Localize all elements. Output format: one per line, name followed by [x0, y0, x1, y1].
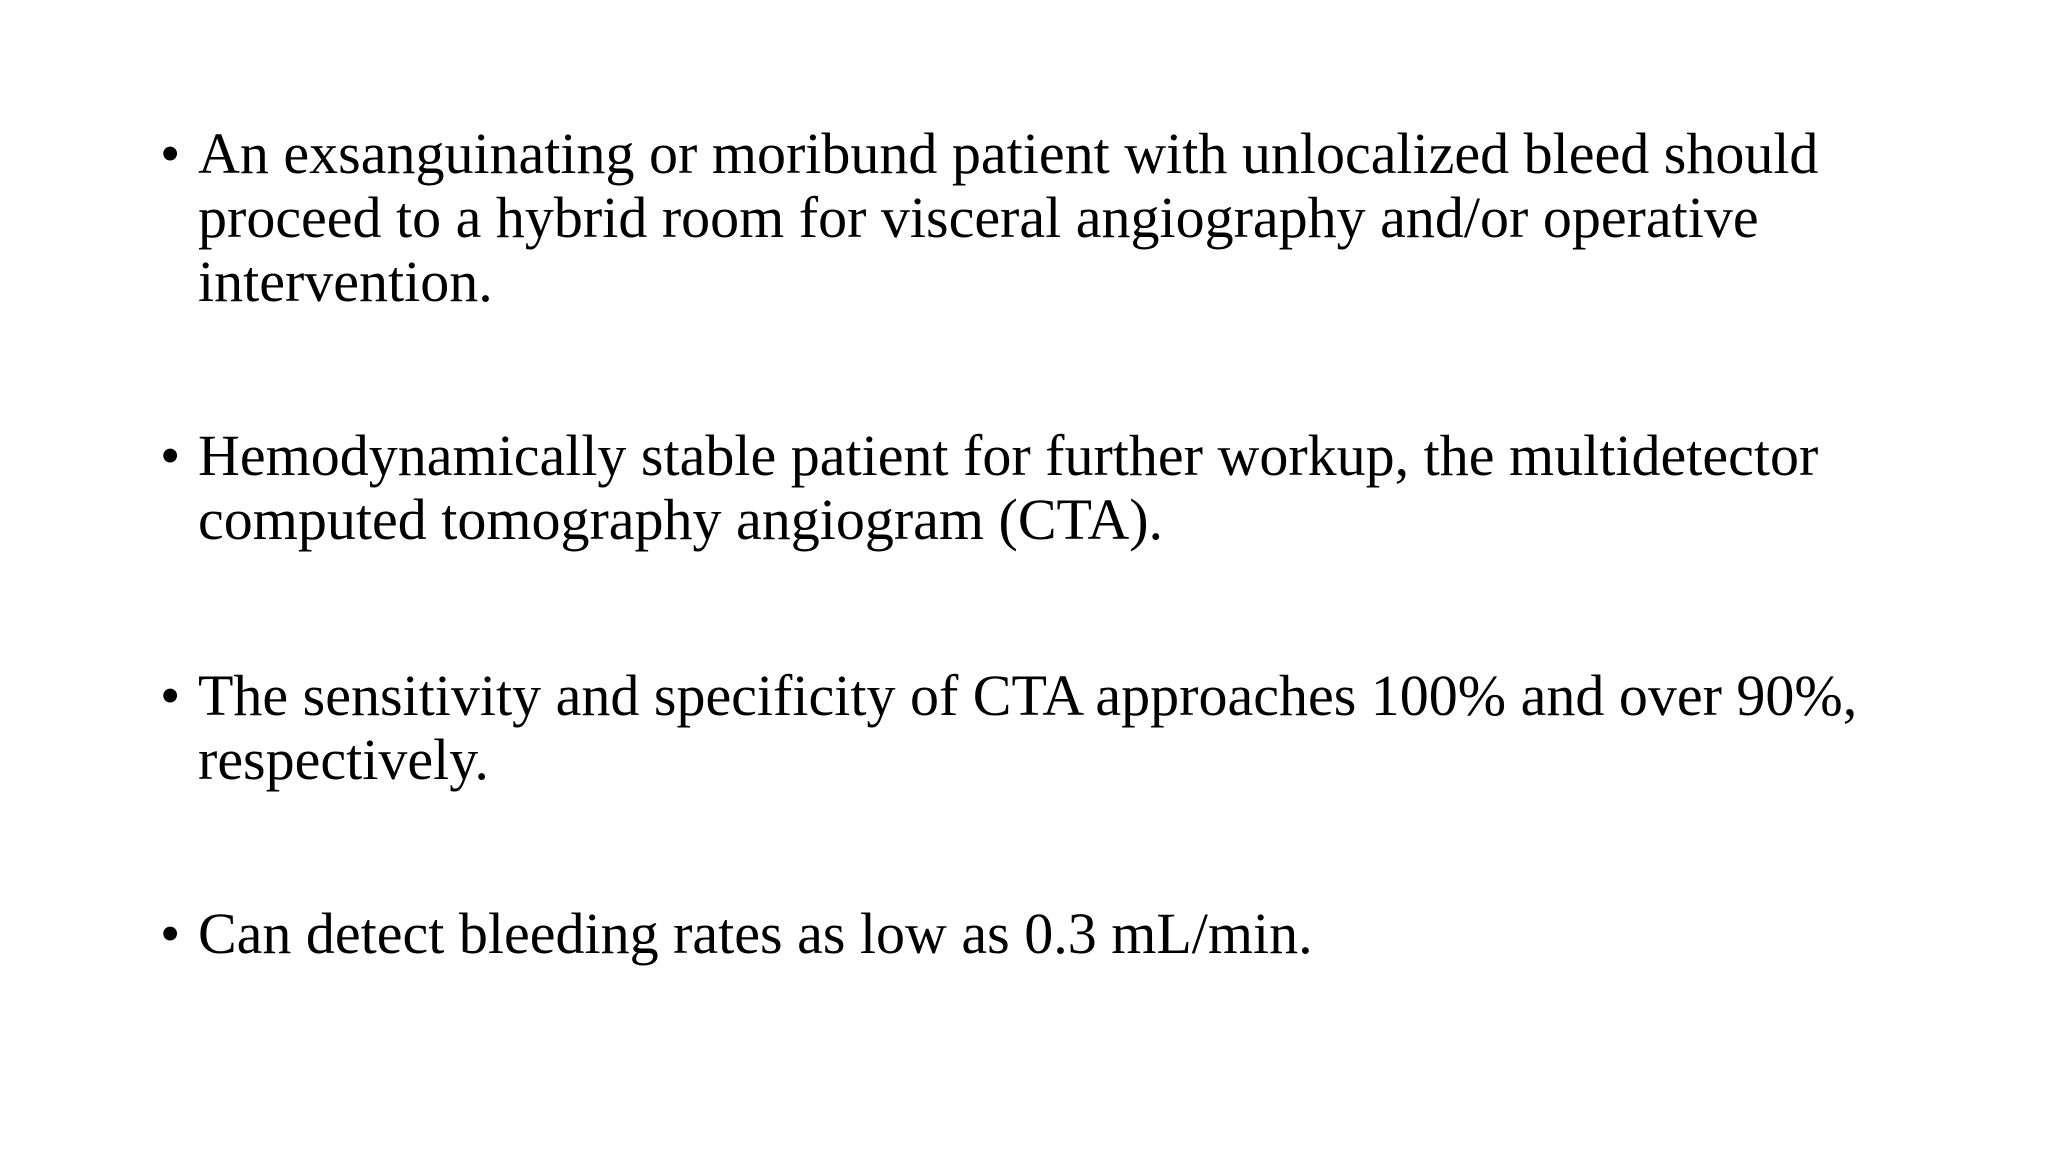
bullet-text: Hemodynamically stable patient for further workup, the multidetector computed tomography angiogram (CTA).	[198, 423, 1819, 552]
bullet-dot-icon: •	[160, 663, 181, 728]
bullet-dot-icon: •	[160, 423, 181, 488]
bullet-text: Can detect bleeding rates as low as 0.3 mL/min.	[198, 901, 1313, 966]
bullet-list	[160, 122, 1920, 966]
bullet-text: The sensitivity and specificity of CTA approaches 100% and over 90%, respectively.	[198, 663, 1858, 792]
bullet-item-hybrid-room	[160, 122, 1920, 314]
bullet-dot-icon: •	[160, 901, 181, 966]
bullet-item-cta-workup	[160, 424, 1920, 552]
bullet-dot-icon: •	[160, 121, 181, 186]
bullet-item-bleeding-rate	[160, 902, 1920, 966]
bullet-text: An exsanguinating or moribund patient with unlocalized bleed should proceed to a hybrid room for visceral angiography and/or operative intervention.	[198, 121, 1819, 314]
bullet-item-sensitivity	[160, 664, 1920, 792]
